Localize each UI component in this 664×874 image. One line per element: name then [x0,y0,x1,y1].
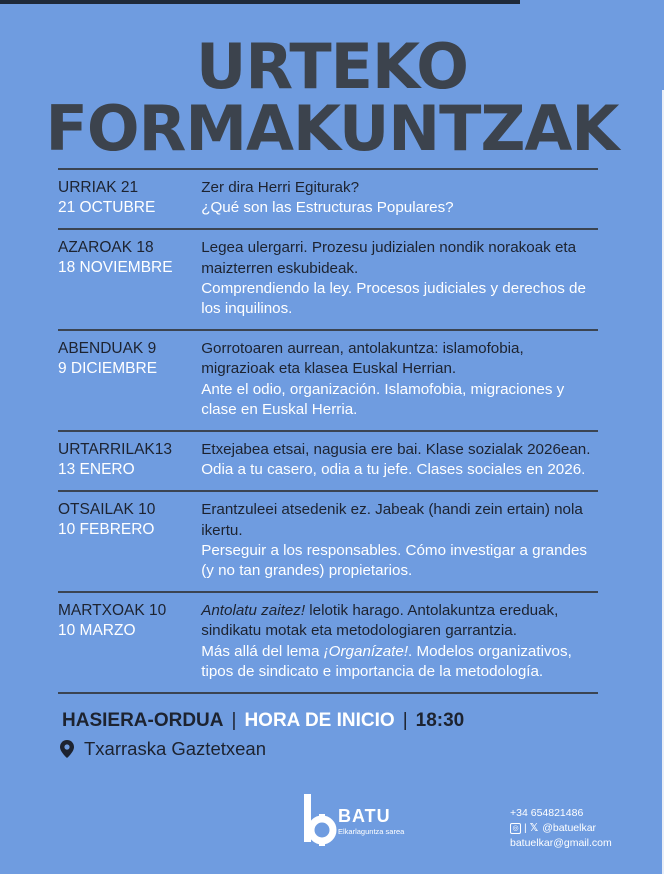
session-desc [201,238,598,319]
location-text: Txarraska Gaztetxean [84,738,266,759]
start-time-value: 18:30 [415,710,465,731]
desc-es-rest: . Modelos organizativos, tipos de sindicato e importancia de la metodología. [201,642,572,680]
date-es: 10 MARZO [58,622,136,640]
session-desc [201,601,598,682]
session-desc [201,178,598,218]
session-row [58,432,598,490]
date-eu: ABENDUAK 9 [58,340,157,358]
session-desc [201,440,598,480]
logo-subtitle: Elkarlaguntza sarea [338,827,405,836]
desc-eu: Erantzuleei atsedenik ez. Jabeak (handi zein ertain) nola ikertu. [201,501,583,539]
session-desc [201,500,598,581]
session-date [58,601,201,682]
desc-es-pre: Más allá del lema [201,642,324,660]
date-es: 9 DICIEMBRE [58,360,158,378]
desc-eu [201,601,598,641]
start-label-es: HORA DE INICIO [244,710,395,731]
phone: +34 654821486 [510,807,584,819]
date-eu: MARTXOAK 10 [58,602,167,620]
date-eu: AZAROAK 18 [58,239,154,257]
title-line-2: FORMAKUNTZAK [45,92,619,165]
date-es: 10 FEBRERO [58,521,155,539]
title-line-1: URTEKO [196,30,468,103]
handle-text: @batuelkar [542,822,597,834]
email: batuelkar@gmail.com [510,837,612,849]
date-eu: OTSAILAK 10 [58,501,156,519]
session-desc [201,339,598,420]
separator: | [524,822,527,834]
batu-logo-icon [300,792,340,848]
session-row [58,230,598,329]
desc-es: Perseguir a los responsables. Cómo investigar a grandes (y no tan grandes) propietarios. [201,541,588,580]
date-eu: URRIAK 21 [58,179,139,196]
location-pin-icon [60,740,74,758]
date-es: 21 OCTUBRE [58,199,156,216]
session-date [58,339,201,420]
desc-eu: Legea ulergarri. Prozesu judizialen nondik norakoak eta maizterren eskubideak. [201,239,577,277]
desc-es-emphasis: ¡Organízate! [323,642,409,660]
desc-es: Ante el odio, organización. Islamofobia, migraciones y clase en Euskal Herria. [201,380,565,418]
contact-info [510,806,612,851]
start-time [62,710,464,732]
session-row [58,593,598,692]
session-date [58,178,201,218]
desc-es: Odia a tu casero, odia a tu jefe. Clases sociales en 2026. [201,461,586,479]
session-row [58,331,598,430]
schedule [58,168,598,694]
location [60,738,266,760]
instagram-icon: ◎ [510,823,521,834]
divider [58,692,598,694]
logo-wordmark: BATU [338,806,391,826]
session-date [58,440,201,480]
session-date [58,500,201,581]
desc-es: ¿Qué son las Estructuras Populares? [201,199,454,217]
start-label-eu: HASIERA-ORDUA [62,710,224,731]
top-strip [0,0,520,4]
desc-eu-emphasis: Antolatu zaitez! [201,602,306,620]
x-icon: 𝕏 [529,822,539,834]
desc-eu: Etxejabea etsai, nagusia ere bai. Klase sozialak 2026ean. [201,441,591,459]
session-row [58,492,598,591]
desc-eu: Gorrotoaren aurrean, antolakuntza: islamofobia, migrazioak eta klasea Euskal Herrian. [201,340,524,378]
batu-logo [300,792,420,852]
desc-eu: Zer dira Herri Egiturak? [201,179,360,196]
separator: | [231,710,237,731]
date-es: 18 NOVIEMBRE [58,259,173,277]
date-es: 13 ENERO [58,461,135,479]
separator: | [402,710,408,731]
desc-eu-rest: lelotik harago. Antolakuntza ereduak, sindikatu motak eta metodologiaren garrantzia. [201,602,559,640]
desc-es: Comprendiendo la ley. Procesos judiciales y derechos de los inquilinos. [201,279,586,318]
social-handle [510,821,612,836]
session-date [58,238,201,319]
date-eu: URTARRILAK13 [58,441,172,459]
desc-es [201,642,598,682]
session-row [58,170,598,228]
